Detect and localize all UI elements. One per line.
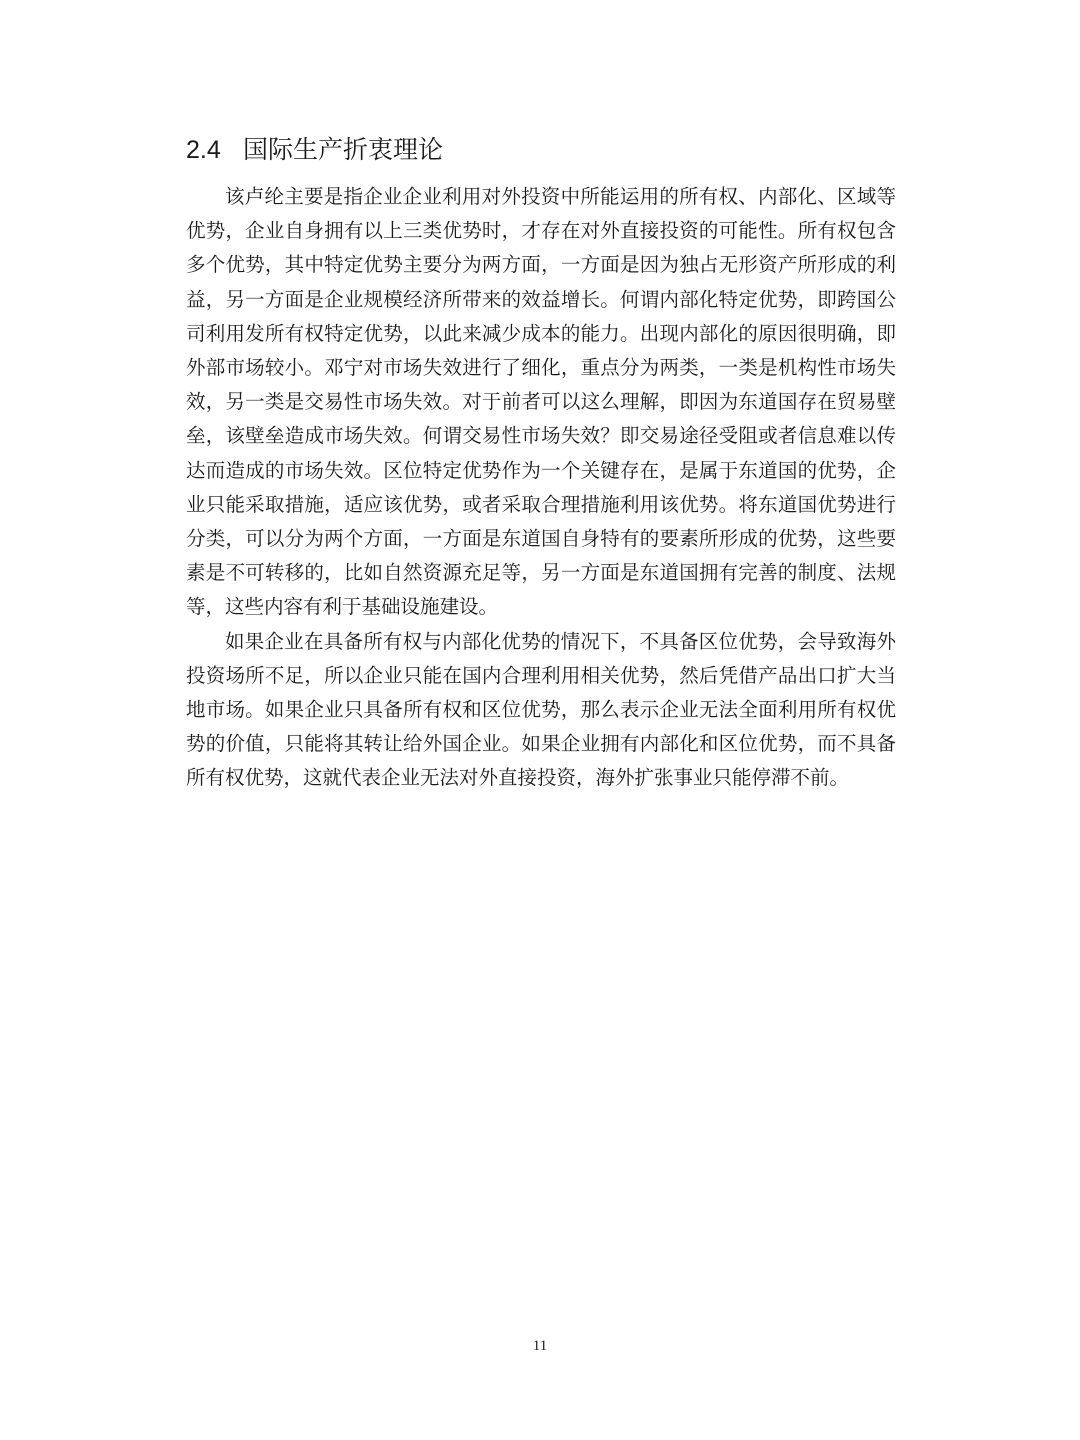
section-heading bbox=[186, 132, 443, 168]
section-number: 2.4 bbox=[186, 136, 221, 164]
section-title: 国际生产折衷理论 bbox=[243, 136, 444, 164]
paragraph: 该卢纶主要是指企业企业利用对外投资中所能运用的所有权、内部化、区域等优势，企业自身拥有以上三类优势时，才存在对外直接投资的可能性。所有权包含多个优势，其中特定优势主要分为两方面，一方面是因为独占无形资产所形成的利益，另一方面是企业规模经济所带来的效益增长。何谓内部化特定优势，即跨国公司利用发所有权特定优势，以此来减少成本的能力。出现内部化的原因很明确，即外部市场较小。邓宁对市场失效进行了细化，重点分为两类，一类是机构性市场失效，另一类是交易性市场失效。对于前者可以这么理解，即因为东道国存在贸易壁垒，该壁垒造成市场失效。何谓交易性市场失效？即交易途径受阻或者信息难以传达而造成的市场失效。区位特定优势作为一个关键存在，是属于东道国的优势，企业只能采取措施，适应该优势，或者采取合理措施利用该优势。将东道国优势进行分类，可以分为两个方面，一方面是东道国自身特有的要素所形成的优势，这些要素是不可转移的，比如自然资源充足等，另一方面是东道国拥有完善的制度、法规等，这些内容有利于基础设施建设。 bbox=[186, 185, 896, 619]
paragraph: 如果企业在具备所有权与内部化优势的情况下，不具备区位优势，会导致海外投资场所不足，所以企业只能在国内合理利用相关优势，然后凭借产品出口扩大当地市场。如果企业只具备所有权和区位优势，那么表示企业无法全面利用所有权优势的价值，只能将其转让给外国企业。如果企业拥有内部化和区位优势，而不具备所有权优势，这就代表企业无法对外直接投资，海外扩张事业只能停滞不前。 bbox=[186, 629, 896, 790]
body-text bbox=[186, 180, 896, 796]
page-number: 11 bbox=[532, 1338, 548, 1354]
